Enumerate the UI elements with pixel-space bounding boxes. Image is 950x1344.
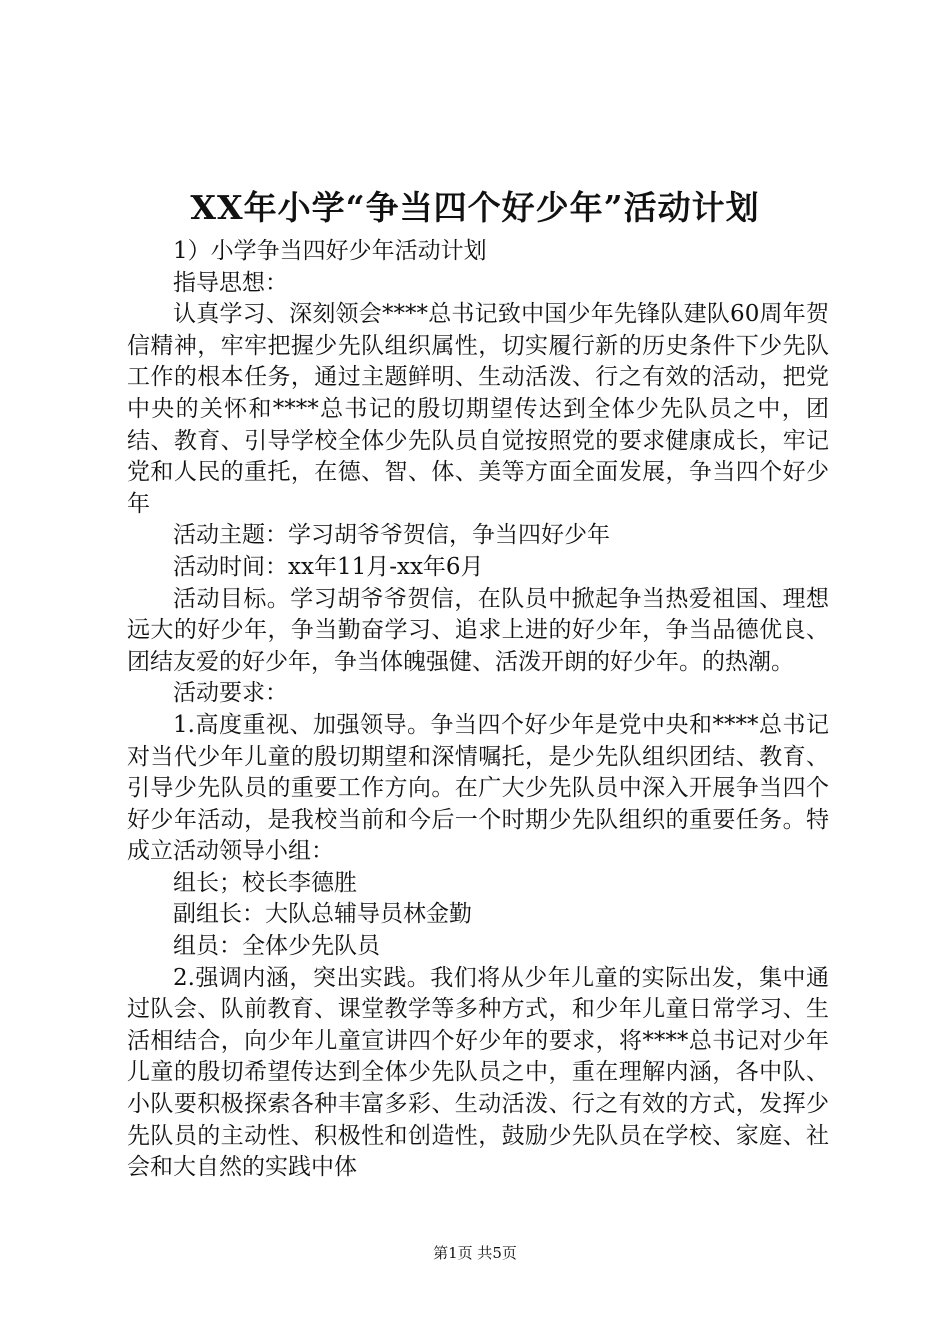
paragraph-activity-goal: 活动目标。学习胡爷爷贺信，在队员中掀起争当热爱祖国、理想远大的好少年，争当勤奋学习、追求上进的好少年，争当品德优良、团结友爱的好少年，争当体魄强健、活泼开朗的好少年。的热潮。 bbox=[127, 585, 829, 675]
paragraph-requirement-2: 2.强调内涵，突出实践。我们将从少年儿童的实际出发，集中通过队会、队前教育、课堂教学等多种方式，和少年儿童日常学习、生活相结合，向少年儿童宣讲四个好少年的要求，将****总书记对少年儿童的殷切希望传达到全体少先队员之中，重在理解内涵，各中队、小队要积极探索各种丰富多彩、生动活泼、行之有效的方式，发挥少先队员的主动性、积极性和创造性，鼓励少先队员在学校、家庭、社会和大自然的实践中体 bbox=[127, 964, 829, 1181]
paragraph-members: 组员：全体少先队员 bbox=[173, 933, 380, 960]
document-title: XX年小学“争当四个好少年”活动计划 bbox=[190, 188, 760, 227]
paragraph-heading-1: 1）小学争当四好少年活动计划 bbox=[173, 238, 487, 264]
paragraph-activity-requirements-label: 活动要求： bbox=[173, 680, 288, 707]
paragraph-requirement-1: 1.高度重视、加强领导。争当四个好少年是党中央和****总书记对当代少年儿童的殷切期望和深情嘱托，是少先队组织团结、教育、引导少先队员的重要工作方向。在广大少先队员中深入开展争当四个好少年活动，是我校当前和今后一个时期少先队组织的重要任务。特成立活动领导小组： bbox=[127, 711, 829, 865]
paragraph-activity-time: 活动时间：xx年11月-xx年6月 bbox=[173, 553, 484, 580]
document-body bbox=[127, 236, 829, 1184]
paragraph-group-leader: 组长；校长李德胜 bbox=[173, 869, 357, 896]
paragraph-activity-theme: 活动主题：学习胡爷爷贺信，争当四好少年 bbox=[173, 522, 610, 549]
paragraph-guiding-ideology-label: 指导思想： bbox=[173, 269, 288, 296]
page-footer: 第1页 共5页 bbox=[433, 1244, 517, 1262]
paragraph-guiding-ideology: 认真学习、深刻领会****总书记致中国少年先锋队建队60周年贺信精神，牢牢把握少先队组织属性，切实履行新的历史条件下少先队工作的根本任务，通过主题鲜明、生动活泼、行之有效的活动，把党中央的关怀和****总书记的殷切期望传达到全体少先队员之中，团结、教育、引导学校全体少先队员自觉按照党的要求健康成长，牢记党和人民的重托，在德、智、体、美等方面全面发展，争当四个好少年 bbox=[127, 301, 829, 517]
paragraph-deputy-leader: 副组长：大队总辅导员林金勤 bbox=[173, 901, 472, 928]
